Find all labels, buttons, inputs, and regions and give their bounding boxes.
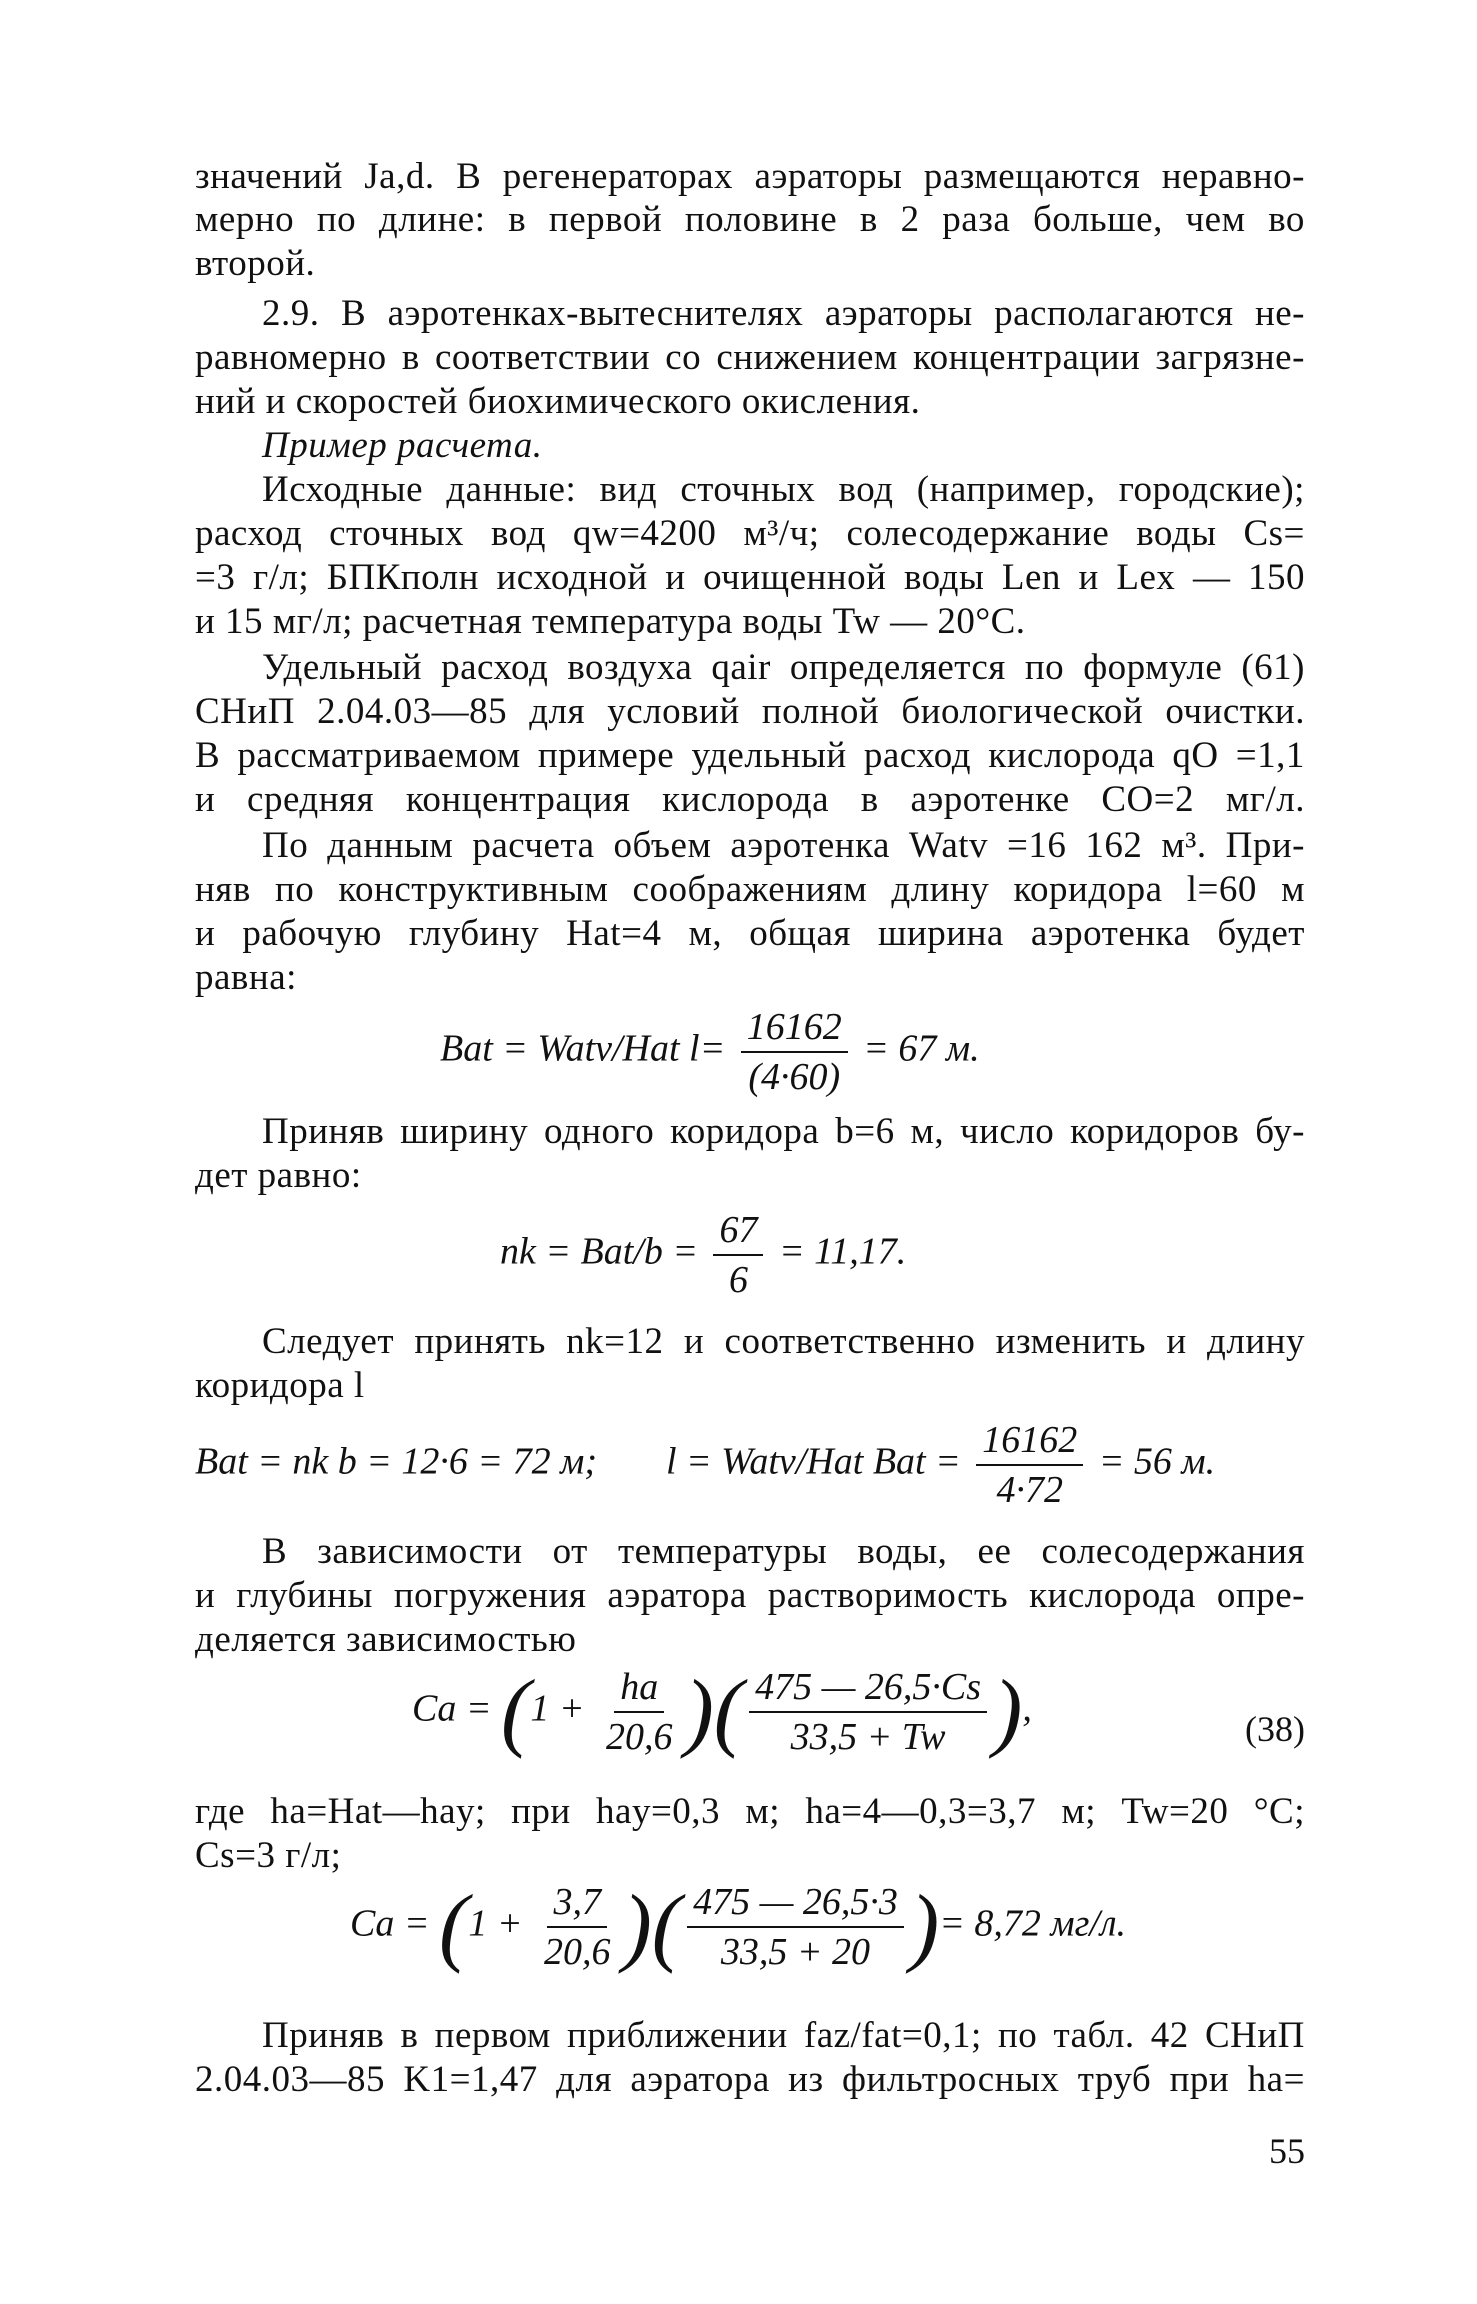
fraction bbox=[538, 1880, 617, 1974]
formula-lhs: Bat = Watv/Hat l= bbox=[440, 1027, 726, 1070]
right-paren: ) bbox=[684, 1663, 714, 1760]
text-line: равномерно в соответствии со снижением концентрации загрязне- bbox=[195, 337, 1305, 378]
denominator: 33,5 + 20 bbox=[720, 1931, 871, 1973]
text-line: и глубины погружения аэратора растворимость кислорода опре- bbox=[195, 1575, 1305, 1616]
right-paren: ) bbox=[909, 1878, 940, 1975]
left-paren: ( bbox=[651, 1878, 682, 1975]
section-heading: Пример расчета. bbox=[262, 425, 543, 466]
denominator: 4·72 bbox=[996, 1469, 1063, 1511]
text-line: Приняв ширину одного коридора b=6 м, число коридоров бу- bbox=[262, 1111, 1305, 1152]
text-line: =3 г/л; БПКполн исходной и очищенной воды Len и Lex — 150 bbox=[195, 557, 1305, 598]
text-line: мерно по длине: в первой половине в 2 раза больше, чем во bbox=[195, 199, 1305, 240]
text-line: 2.04.03—85 K1=1,47 для аэратора из фильтросных труб при ha= bbox=[195, 2059, 1305, 2100]
page-number: 55 bbox=[1269, 2131, 1305, 2171]
denominator: 20,6 bbox=[543, 1931, 611, 1973]
fraction bbox=[976, 1418, 1083, 1512]
left-paren: ( bbox=[501, 1663, 531, 1760]
numerator: 67 bbox=[713, 1208, 763, 1256]
text-line: СНиП 2.04.03—85 для условий полной биологической очистки. bbox=[195, 691, 1305, 732]
formula-one: 1 + bbox=[530, 1687, 585, 1730]
left-paren: ( bbox=[439, 1878, 469, 1975]
formula-rhs: = 67 м. bbox=[863, 1027, 980, 1070]
formula-corridors bbox=[500, 1208, 906, 1302]
text-line: второй. bbox=[195, 243, 316, 284]
text-line: По данным расчета объем аэротенка Watv =16 162 м³. При- bbox=[262, 825, 1305, 866]
text-line: и средняя концентрация кислорода в аэротенке CO=2 мг/л. bbox=[195, 779, 1305, 820]
text-line: Удельный расход воздуха qair определяется по формуле (61) bbox=[262, 647, 1305, 688]
formula-width bbox=[440, 1005, 980, 1099]
formula-part-a: Bat = nk b = 12·6 = 72 м; bbox=[195, 1440, 597, 1483]
denominator: 6 bbox=[728, 1259, 748, 1301]
fraction bbox=[741, 1005, 848, 1099]
text-line: Приняв в первом приближении faz/fat=0,1; по табл. 42 СНиП bbox=[262, 2015, 1305, 2056]
denominator: 33,5 + Tw bbox=[790, 1716, 946, 1758]
text-line: дет равно: bbox=[195, 1155, 362, 1196]
text-line: коридора l bbox=[195, 1365, 365, 1406]
text-line: ний и скоростей биохимического окисления. bbox=[195, 381, 921, 422]
text-line: деляется зависимостью bbox=[195, 1619, 577, 1660]
fraction bbox=[713, 1208, 763, 1302]
text-line: Следует принять nk=12 и соответственно изменить и длину bbox=[262, 1321, 1305, 1362]
formula-lhs: nk = Bat/b = bbox=[500, 1230, 698, 1273]
formula-lhs: Ca = bbox=[412, 1687, 492, 1730]
text-line: Cs=3 г/л; bbox=[195, 1835, 342, 1876]
numerator: 16162 bbox=[976, 1418, 1083, 1466]
fraction bbox=[687, 1880, 904, 1974]
text-line: расход сточных вод qw=4200 м³/ч; солесодержание воды Cs= bbox=[195, 513, 1305, 554]
text-line: и 15 мг/л; расчетная температура воды Tw — 20°C. bbox=[195, 601, 1026, 642]
text-line: и рабочую глубину Hat=4 м, общая ширина аэротенка будет bbox=[195, 913, 1305, 954]
text-line: няв по конструктивным соображениям длину коридора l=60 м bbox=[195, 869, 1305, 910]
right-paren: ) bbox=[993, 1663, 1023, 1760]
fraction bbox=[600, 1665, 679, 1759]
text-line: 2.9. В аэротенках-вытеснителях аэраторы располагаются не- bbox=[262, 293, 1305, 334]
numerator: 16162 bbox=[741, 1005, 848, 1053]
numerator: 475 — 26,5·3 bbox=[687, 1880, 904, 1928]
right-paren: ) bbox=[622, 1878, 652, 1975]
formula-one: 1 + bbox=[468, 1902, 523, 1945]
formula-solubility-value bbox=[350, 1880, 1126, 1974]
text-line: В зависимости от температуры воды, ее солесодержания bbox=[262, 1531, 1305, 1572]
formula-solubility bbox=[412, 1665, 1032, 1759]
numerator: ha bbox=[614, 1665, 664, 1713]
left-paren: ( bbox=[713, 1663, 744, 1760]
numerator: 3,7 bbox=[547, 1880, 607, 1928]
formula-rhs: = 56 м. bbox=[1098, 1440, 1216, 1483]
formula-lhs: Ca = bbox=[350, 1902, 430, 1945]
formula-rhs: = 11,17. bbox=[778, 1230, 907, 1273]
text-line: В рассматриваемом примере удельный расход кислорода qO =1,1 bbox=[195, 735, 1305, 776]
equation-number: (38) bbox=[1245, 1709, 1305, 1749]
denominator: (4·60) bbox=[748, 1056, 841, 1098]
formula-rhs: = 8,72 мг/л. bbox=[939, 1902, 1127, 1945]
formula-lhs: l = Watv/Hat Bat = bbox=[665, 1440, 961, 1483]
fraction bbox=[749, 1665, 987, 1759]
denominator: 20,6 bbox=[605, 1716, 673, 1758]
text-line: где ha=Hat—hay; при hay=0,3 м; ha=4—0,3=3,7 м; Tw=20 °C; bbox=[195, 1791, 1305, 1832]
text-line: значений Ja,d. В регенераторах аэраторы размещаются неравно- bbox=[195, 156, 1305, 197]
numerator: 475 — 26,5·Cs bbox=[749, 1665, 987, 1713]
formula-adjusted bbox=[195, 1418, 1215, 1512]
text-line: Исходные данные: вид сточных вод (например, городские); bbox=[262, 469, 1305, 510]
text-line: равна: bbox=[195, 957, 297, 998]
formula-rhs: , bbox=[1022, 1687, 1032, 1730]
